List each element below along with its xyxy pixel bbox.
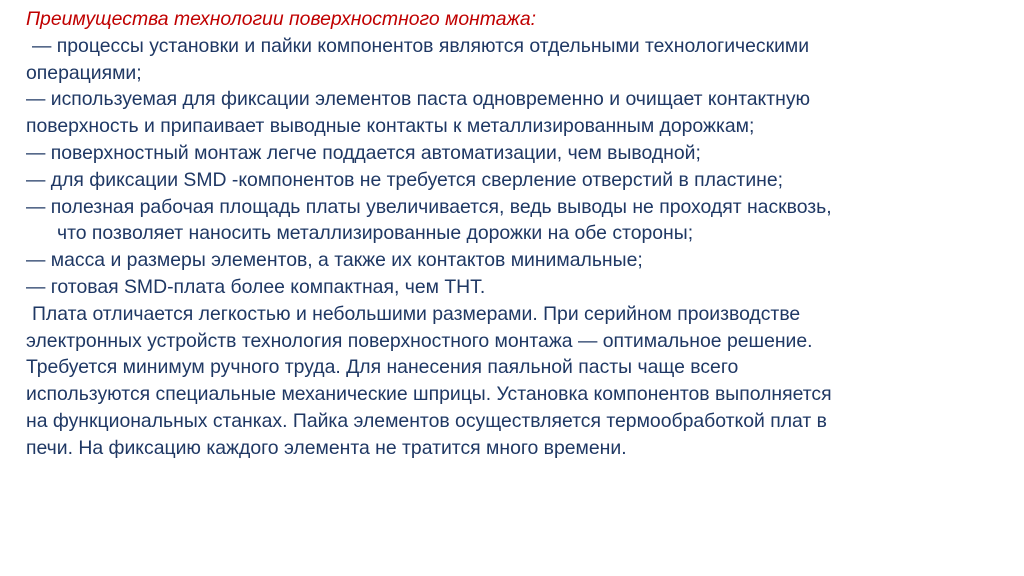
bullet-line: — готовая SMD-плата более компактная, чем ТНТ.	[26, 275, 486, 298]
bullet-line: что позволяет наносить металлизированные дорожки на обе стороны;	[57, 222, 694, 245]
paragraph-line: электронных устройств технология поверхностного монтажа — оптимальное решение.	[26, 329, 813, 352]
slide-title: Преимущества технологии поверхностного монтажа:	[26, 8, 537, 30]
paragraph-line: Требуется минимум ручного труда. Для нанесения паяльной пасты чаще всего	[26, 356, 739, 379]
slide-text-body	[26, 6, 1006, 462]
paragraph-line: используются специальные механические шприцы. Установка компонентов выполняется	[26, 383, 832, 406]
bullet-line: поверхность и припаивает выводные контакты к металлизированным дорожкам;	[26, 115, 755, 138]
paragraph-line: Плата отличается легкостью и небольшими размерами. При серийном производстве	[32, 302, 801, 325]
bullet-line: операциями;	[26, 61, 142, 84]
paragraph-line: на функциональных станках. Пайка элементов осуществляется термообработкой плат в	[26, 409, 827, 432]
bullet-line: — полезная рабочая площадь платы увеличивается, ведь выводы не проходят насквозь,	[26, 195, 832, 218]
bullet-line: — используемая для фиксации элементов паста одновременно и очищает контактную	[26, 88, 811, 111]
bullet-line: — поверхностный монтаж легче поддается автоматизации, чем выводной;	[26, 141, 701, 164]
bullet-line: — для фиксации SMD -компонентов не требуется сверление отверстий в пластине;	[26, 168, 784, 191]
bullet-line: — масса и размеры элементов, а также их контактов минимальные;	[26, 249, 643, 272]
paragraph-line: печи. На фиксацию каждого элемента не тратится много времени.	[26, 436, 627, 459]
bullet-line: — процессы установки и пайки компонентов являются отдельными технологическими	[32, 34, 810, 57]
